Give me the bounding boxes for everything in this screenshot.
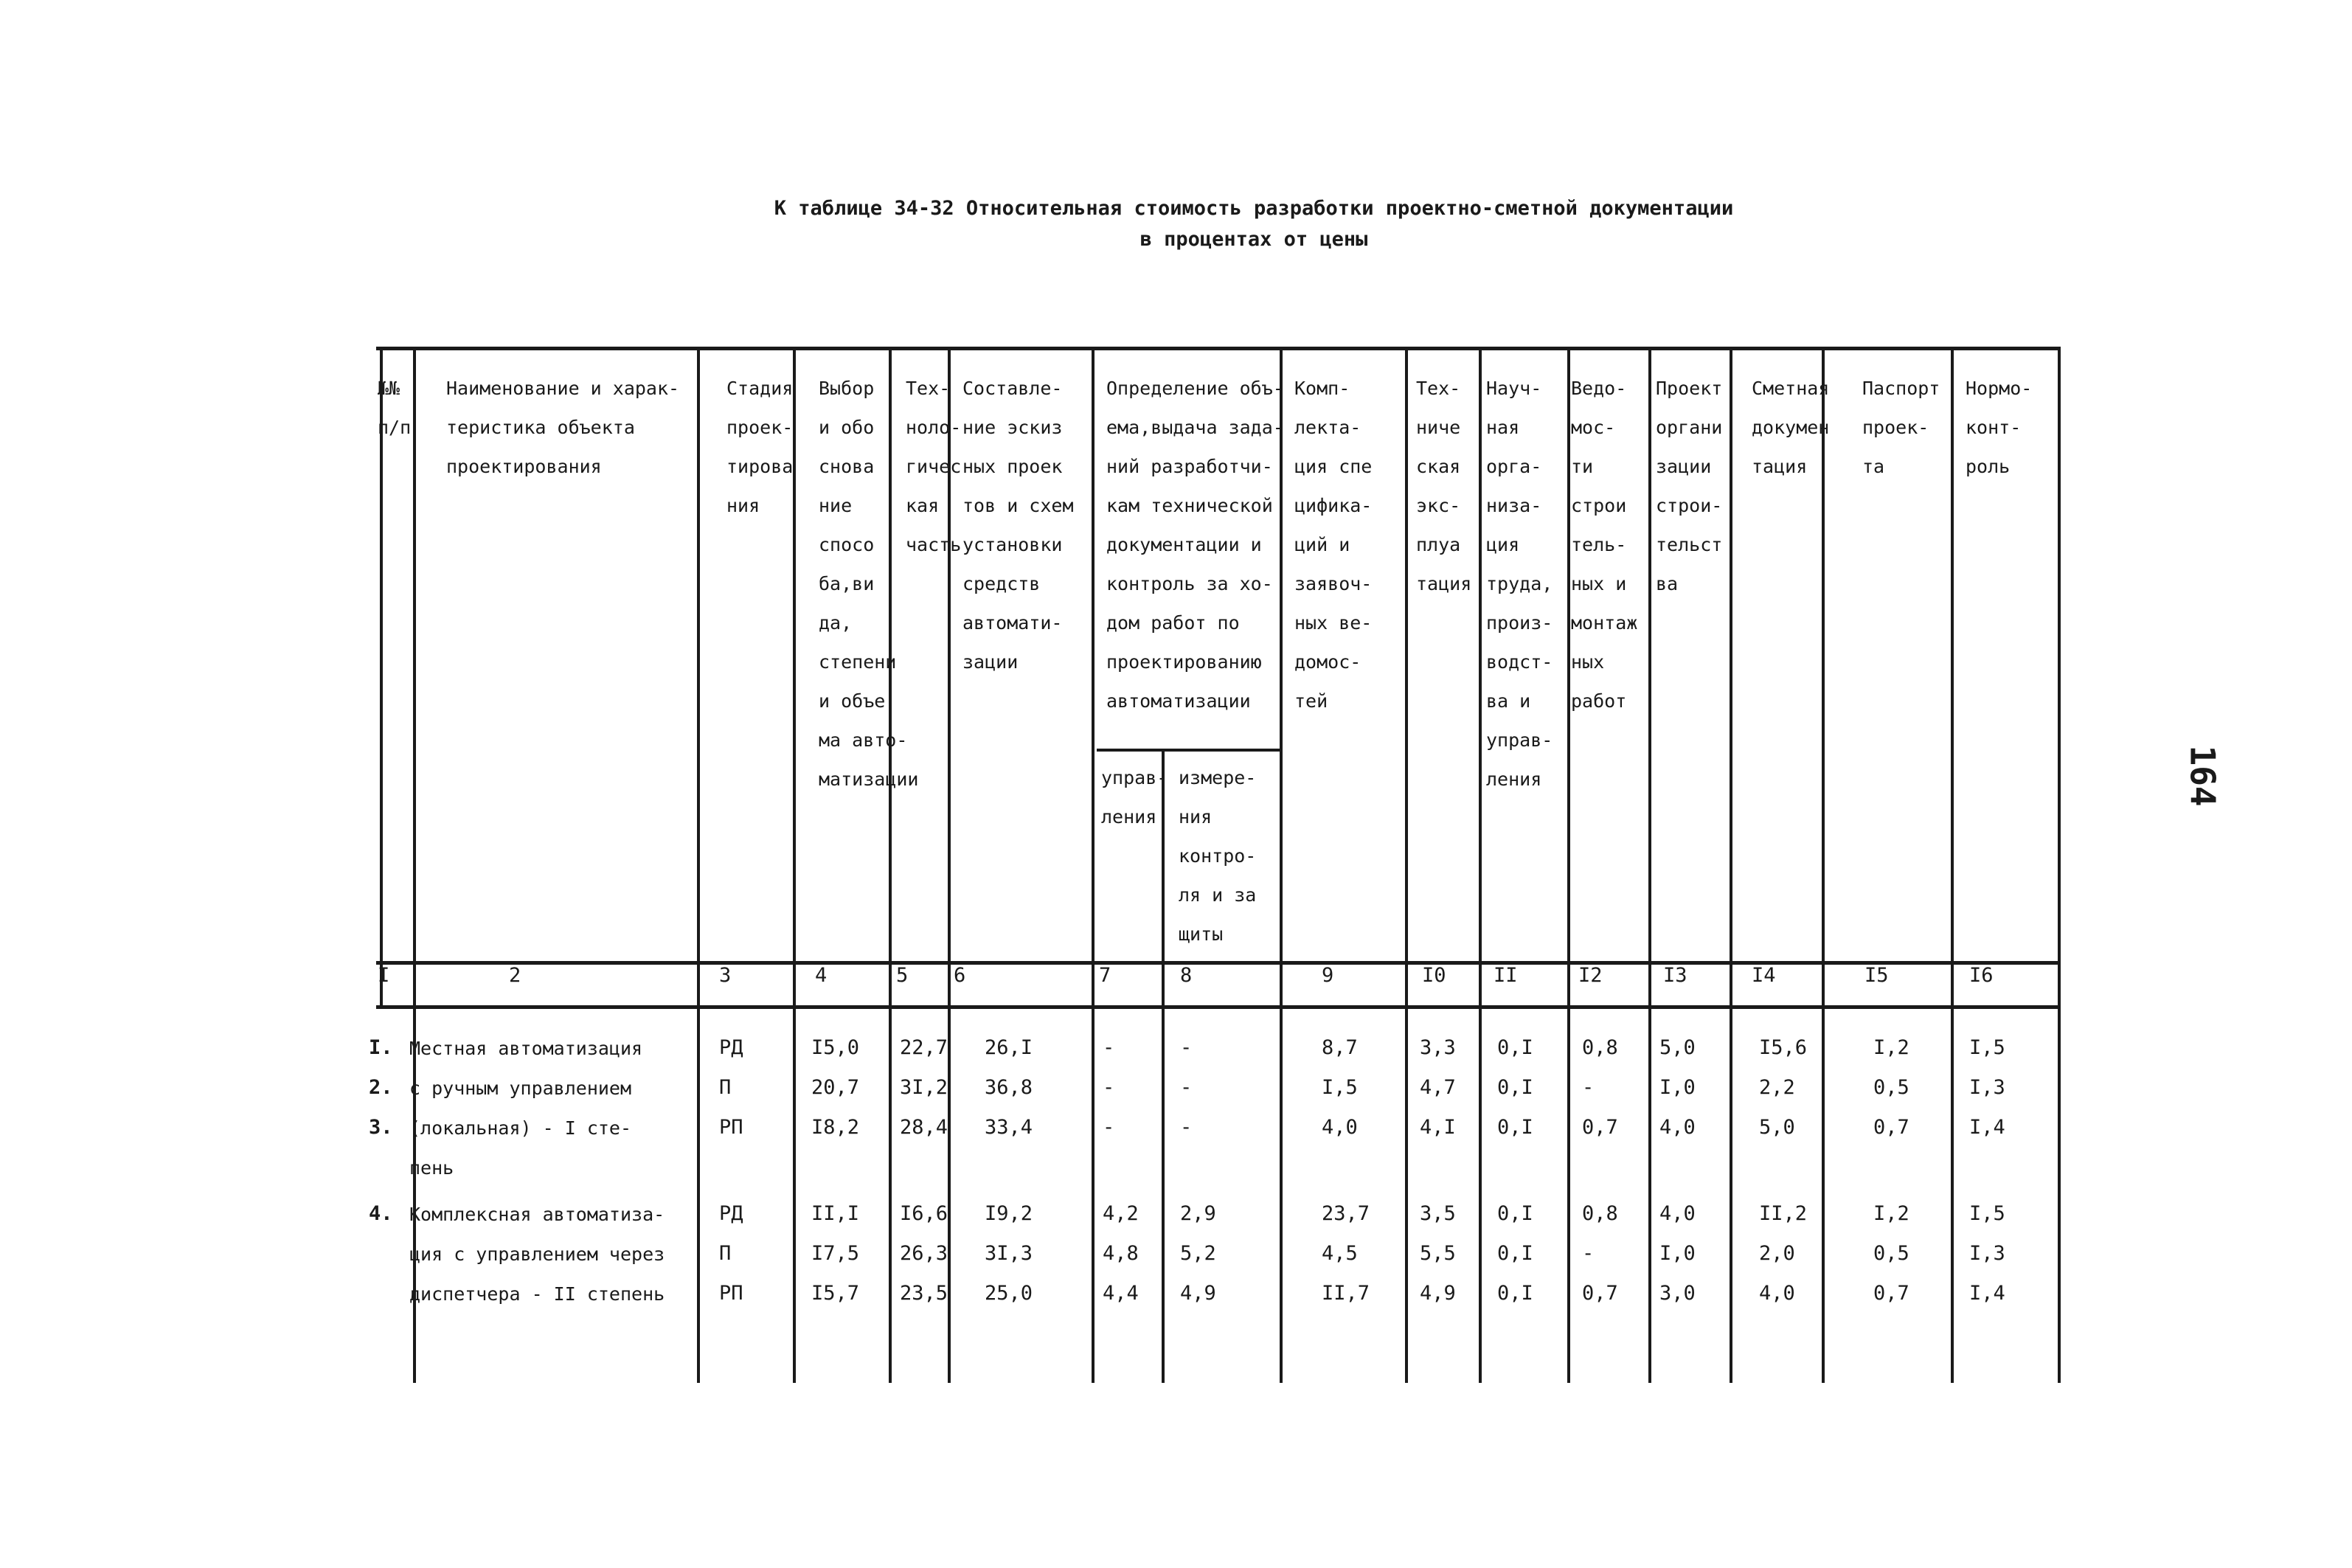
header-line: ва и: [1486, 690, 1531, 712]
header-line: ления: [1486, 769, 1542, 790]
value-cell: I,0: [1659, 1242, 1696, 1265]
header-line: Определение объ-: [1106, 378, 1284, 399]
header-line: Сметная: [1752, 378, 1830, 399]
value-cell: 0,7: [1582, 1282, 1618, 1305]
header-line: ция: [1486, 534, 1520, 555]
object-name-cell: [409, 1029, 642, 1188]
header-line: кам технической: [1106, 495, 1273, 516]
header-scope-definition: [1106, 369, 1284, 721]
header-line: Проект: [1656, 378, 1723, 399]
header-line: докумен: [1752, 417, 1830, 438]
stage-cell: РД: [719, 1036, 743, 1059]
header-line: ва: [1656, 573, 1679, 594]
header-line: ная: [1486, 417, 1520, 438]
value-cell: 0,5: [1873, 1076, 1909, 1099]
header-line: управ-: [1486, 729, 1553, 751]
header-line: №№: [378, 378, 400, 399]
header-line: Науч-: [1486, 378, 1542, 399]
header-control: [1101, 758, 1168, 836]
value-cell: 4,I: [1420, 1116, 1456, 1139]
object-name-line: пень: [409, 1157, 454, 1179]
object-name-line: (локальная) - I сте-: [409, 1117, 632, 1139]
column-rule-14: [1822, 347, 1825, 1383]
header-line: тельст: [1656, 534, 1723, 555]
header-line: средств: [962, 573, 1041, 594]
header-line: водст-: [1486, 651, 1553, 673]
header-technological-part: [906, 369, 961, 564]
header-line: Наименование и харак-: [446, 378, 680, 399]
column-number: I0: [1422, 964, 1446, 987]
value-cell: 4,0: [1659, 1202, 1696, 1225]
caption-line-1: К таблице 34-32 Относительная стоимость разработки проектно-сметной документации: [774, 197, 1734, 220]
value-cell: I,3: [1969, 1242, 2005, 1265]
value-cell: 20,7: [811, 1076, 860, 1099]
value-cell: 0,5: [1873, 1242, 1909, 1265]
value-cell: 0,7: [1582, 1116, 1618, 1139]
header-line: измере-: [1179, 767, 1257, 788]
value-cell: I,0: [1659, 1076, 1696, 1099]
row-number: 2.: [369, 1076, 393, 1099]
header-line: ления: [1101, 806, 1157, 828]
header-line: конт-: [1966, 417, 2022, 438]
column-rule-10: [1479, 347, 1482, 1383]
value-cell: -: [1180, 1076, 1193, 1099]
header-line: Составле-: [962, 378, 1063, 399]
subheader-rule: [1097, 749, 1281, 752]
value-cell: 4,9: [1180, 1282, 1216, 1305]
object-name-line: диспетчера - II степень: [409, 1283, 665, 1305]
header-line: произ-: [1486, 612, 1553, 634]
stage-cell: П: [719, 1076, 732, 1099]
value-cell: 4,4: [1103, 1282, 1139, 1305]
header-line: теристика объекта: [446, 417, 635, 438]
column-number: II: [1494, 964, 1518, 987]
value-cell: 0,I: [1497, 1116, 1533, 1139]
header-line: тирова: [726, 456, 794, 477]
header-bottom-rule: [376, 961, 2058, 965]
header-line: Тех-: [1416, 378, 1461, 399]
header-line: установки: [962, 534, 1063, 555]
header-line: Комп-: [1294, 378, 1350, 399]
value-cell: 4,5: [1322, 1242, 1358, 1265]
header-line: спосо: [819, 534, 875, 555]
value-cell: -: [1180, 1036, 1193, 1059]
value-cell: 4,8: [1103, 1242, 1139, 1265]
header-line: проек-: [1862, 417, 1929, 438]
value-cell: I5,7: [811, 1282, 860, 1305]
header-line: домос-: [1294, 651, 1361, 673]
header-line: Ведо-: [1571, 378, 1627, 399]
value-cell: 23,5: [900, 1282, 948, 1305]
column-rule-6: [1092, 347, 1095, 1383]
caption-line-2: в процентах от цены: [1139, 228, 1368, 251]
header-norm-control: [1966, 369, 2032, 486]
column-number: I2: [1578, 964, 1603, 987]
value-cell: I,5: [1969, 1036, 2005, 1059]
header-line: проектированию: [1106, 651, 1262, 673]
column-number: I: [378, 964, 390, 987]
header-line: тель-: [1571, 534, 1627, 555]
header-line: лекта-: [1294, 417, 1361, 438]
header-line: низа-: [1486, 495, 1542, 516]
value-cell: I6,6: [900, 1202, 948, 1225]
value-cell: I8,2: [811, 1116, 860, 1139]
value-cell: -: [1180, 1116, 1193, 1139]
column-number: 5: [896, 964, 909, 987]
header-stage: [726, 369, 793, 525]
header-line: тей: [1294, 690, 1328, 712]
header-line: плуа: [1416, 534, 1461, 555]
value-cell: I5,0: [811, 1036, 860, 1059]
column-number: I5: [1864, 964, 1889, 987]
header-line: ных ве-: [1294, 612, 1373, 634]
value-cell: 3,3: [1420, 1036, 1456, 1059]
header-line: нолo-: [906, 417, 962, 438]
value-cell: I,4: [1969, 1282, 2005, 1305]
value-cell: 4,9: [1420, 1282, 1456, 1305]
stage-cell: РД: [719, 1202, 743, 1225]
object-name-line: с ручным управлением: [409, 1078, 632, 1099]
header-project-passport: [1862, 369, 1940, 486]
value-cell: 36,8: [985, 1076, 1033, 1099]
header-line: управ-: [1101, 767, 1168, 788]
value-cell: -: [1582, 1242, 1595, 1265]
header-line: п/п: [378, 417, 412, 438]
value-cell: I,2: [1873, 1202, 1909, 1225]
value-cell: 28,4: [900, 1116, 948, 1139]
column-rule-12: [1648, 347, 1651, 1383]
header-line: Нормо-: [1966, 378, 2033, 399]
header-construction-project: [1656, 369, 1722, 603]
header-line: дом работ по: [1106, 612, 1240, 634]
value-cell: 5,2: [1180, 1242, 1216, 1265]
header-line: цифика-: [1294, 495, 1373, 516]
header-line: снова: [819, 456, 875, 477]
column-number: I3: [1663, 964, 1687, 987]
header-line: Тех-: [906, 378, 951, 399]
value-cell: 5,0: [1659, 1036, 1696, 1059]
header-line: монтаж: [1571, 612, 1638, 634]
header-measurement: [1179, 758, 1256, 954]
stage-cell: РП: [719, 1282, 743, 1305]
header-line: тация: [1416, 573, 1472, 594]
header-line: и объе: [819, 690, 886, 712]
header-line: зации: [1656, 456, 1712, 477]
value-cell: 22,7: [900, 1036, 948, 1059]
column-number: 7: [1099, 964, 1111, 987]
value-cell: I,2: [1873, 1036, 1909, 1059]
value-cell: 2,2: [1759, 1076, 1795, 1099]
value-cell: II,7: [1322, 1282, 1370, 1305]
header-line: роль: [1966, 456, 2011, 477]
header-line: тов и схем: [962, 495, 1074, 516]
header-line: проектирования: [446, 456, 602, 477]
header-line: работ: [1571, 690, 1627, 712]
header-item-no: [378, 369, 411, 447]
header-line: труда,: [1486, 573, 1553, 594]
header-line: автомати-: [962, 612, 1063, 634]
value-cell: I,4: [1969, 1116, 2005, 1139]
column-number: 4: [815, 964, 828, 987]
header-specifications: [1294, 369, 1372, 721]
header-line: матизации: [819, 769, 919, 790]
value-cell: 0,I: [1497, 1202, 1533, 1225]
column-rule-15: [1951, 347, 1954, 1383]
header-line: автоматизации: [1106, 690, 1251, 712]
header-line: ний разработчи-: [1106, 456, 1273, 477]
header-line: ных и: [1571, 573, 1627, 594]
value-cell: 2,0: [1759, 1242, 1795, 1265]
row-number: I.: [369, 1036, 393, 1059]
table-top-rule: [376, 347, 2058, 350]
value-cell: 26,3: [900, 1242, 948, 1265]
value-cell: I7,5: [811, 1242, 860, 1265]
header-line: ниче: [1416, 417, 1461, 438]
header-line: ема,выдача зада-: [1106, 417, 1284, 438]
header-line: ние: [819, 495, 853, 516]
header-object-name: [446, 369, 679, 486]
header-sketch-projects: [962, 369, 1074, 681]
value-cell: 4,0: [1759, 1282, 1795, 1305]
header-method-choice: [819, 369, 918, 799]
object-name-cell: [409, 1195, 665, 1314]
column-rule-16: [2058, 347, 2061, 1383]
header-construction-statements: [1571, 369, 1637, 721]
header-line: ская: [1416, 456, 1461, 477]
value-cell: 0,I: [1497, 1076, 1533, 1099]
header-line: тация: [1752, 456, 1808, 477]
value-cell: -: [1582, 1076, 1595, 1099]
column-number: 6: [954, 964, 966, 987]
header-line: зации: [962, 651, 1019, 673]
header-line: кая: [906, 495, 940, 516]
value-cell: 4,7: [1420, 1076, 1456, 1099]
column-number: 9: [1322, 964, 1334, 987]
header-line: ция спе: [1294, 456, 1373, 477]
value-cell: II,I: [811, 1202, 860, 1225]
value-cell: 3I,2: [900, 1076, 948, 1099]
column-number: I4: [1752, 964, 1776, 987]
header-line: строи-: [1656, 495, 1723, 516]
header-line: контроль за хо-: [1106, 573, 1273, 594]
page-number: 164: [2182, 745, 2223, 807]
header-estimate-documentation: [1752, 369, 1829, 486]
value-cell: I,5: [1969, 1202, 2005, 1225]
value-cell: 2,9: [1180, 1202, 1216, 1225]
value-cell: -: [1103, 1036, 1115, 1059]
value-cell: I,3: [1969, 1076, 2005, 1099]
header-line: ных проек: [962, 456, 1063, 477]
header-line: ля и за: [1179, 884, 1257, 906]
numbers-bottom-rule: [376, 1005, 2058, 1009]
column-number: 2: [509, 964, 521, 987]
value-cell: 4,0: [1322, 1116, 1358, 1139]
object-name-line: Комплексная автоматиза-: [409, 1204, 665, 1225]
object-name-line: Местная автоматизация: [409, 1038, 643, 1059]
stage-cell: П: [719, 1242, 732, 1265]
header-line: ния: [726, 495, 760, 516]
header-line: ти: [1571, 456, 1594, 477]
value-cell: 4,0: [1659, 1116, 1696, 1139]
header-line: органи: [1656, 417, 1723, 438]
value-cell: 0,7: [1873, 1116, 1909, 1139]
value-cell: 0,7: [1873, 1282, 1909, 1305]
value-cell: 4,2: [1103, 1202, 1139, 1225]
header-line: документации и: [1106, 534, 1262, 555]
column-rule-13: [1730, 347, 1732, 1383]
header-line: та: [1862, 456, 1885, 477]
value-cell: I5,6: [1759, 1036, 1808, 1059]
value-cell: I,5: [1322, 1076, 1358, 1099]
value-cell: 23,7: [1322, 1202, 1370, 1225]
header-line: строи: [1571, 495, 1627, 516]
value-cell: 3,0: [1659, 1282, 1696, 1305]
value-cell: -: [1103, 1116, 1115, 1139]
value-cell: 5,0: [1759, 1116, 1795, 1139]
header-line: мос-: [1571, 417, 1616, 438]
header-labor-organization: [1486, 369, 1553, 799]
header-line: ных: [1571, 651, 1605, 673]
header-line: проек-: [726, 417, 794, 438]
value-cell: 0,I: [1497, 1036, 1533, 1059]
header-line: Стадия: [726, 378, 794, 399]
header-line: часть: [906, 534, 962, 555]
value-cell: -: [1103, 1076, 1115, 1099]
column-number: 3: [719, 964, 732, 987]
header-line: Паспорт: [1862, 378, 1940, 399]
column-number: 8: [1180, 964, 1193, 987]
header-line: да,: [819, 612, 853, 634]
value-cell: 0,I: [1497, 1282, 1533, 1305]
value-cell: 3I,3: [985, 1242, 1033, 1265]
header-line: ния: [1179, 806, 1213, 828]
header-line: ба,ви: [819, 573, 875, 594]
header-line: Выбор: [819, 378, 875, 399]
column-rule-11: [1567, 347, 1570, 1383]
value-cell: 3,5: [1420, 1202, 1456, 1225]
value-cell: 33,4: [985, 1116, 1033, 1139]
value-cell: 26,I: [985, 1036, 1033, 1059]
header-line: контро-: [1179, 845, 1257, 867]
column-rule-3: [793, 347, 796, 1383]
column-number: I6: [1969, 964, 1994, 987]
value-cell: 5,5: [1420, 1242, 1456, 1265]
header-line: заявоч-: [1294, 573, 1373, 594]
header-line: и обо: [819, 417, 875, 438]
header-line: гичес: [906, 456, 962, 477]
value-cell: 25,0: [985, 1282, 1033, 1305]
value-cell: 0,8: [1582, 1036, 1618, 1059]
value-cell: 8,7: [1322, 1036, 1358, 1059]
header-line: орга-: [1486, 456, 1542, 477]
column-rule-2: [697, 347, 700, 1383]
row-number: 3.: [369, 1116, 393, 1139]
header-line: щиты: [1179, 923, 1224, 945]
header-line: степени: [819, 651, 897, 673]
header-line: экс-: [1416, 495, 1461, 516]
table-caption: [767, 193, 1741, 255]
value-cell: 0,8: [1582, 1202, 1618, 1225]
column-rule-7: [1162, 749, 1165, 1383]
header-line: ма авто-: [819, 729, 908, 751]
value-cell: II,2: [1759, 1202, 1808, 1225]
value-cell: I9,2: [985, 1202, 1033, 1225]
value-cell: 0,I: [1497, 1242, 1533, 1265]
row-number: 4.: [369, 1202, 393, 1225]
header-line: ние эскиз: [962, 417, 1063, 438]
header-line: ций и: [1294, 534, 1350, 555]
stage-cell: РП: [719, 1116, 743, 1139]
column-rule-9: [1405, 347, 1408, 1383]
object-name-line: ция с управлением через: [409, 1243, 665, 1265]
header-technical-operation: [1416, 369, 1471, 603]
